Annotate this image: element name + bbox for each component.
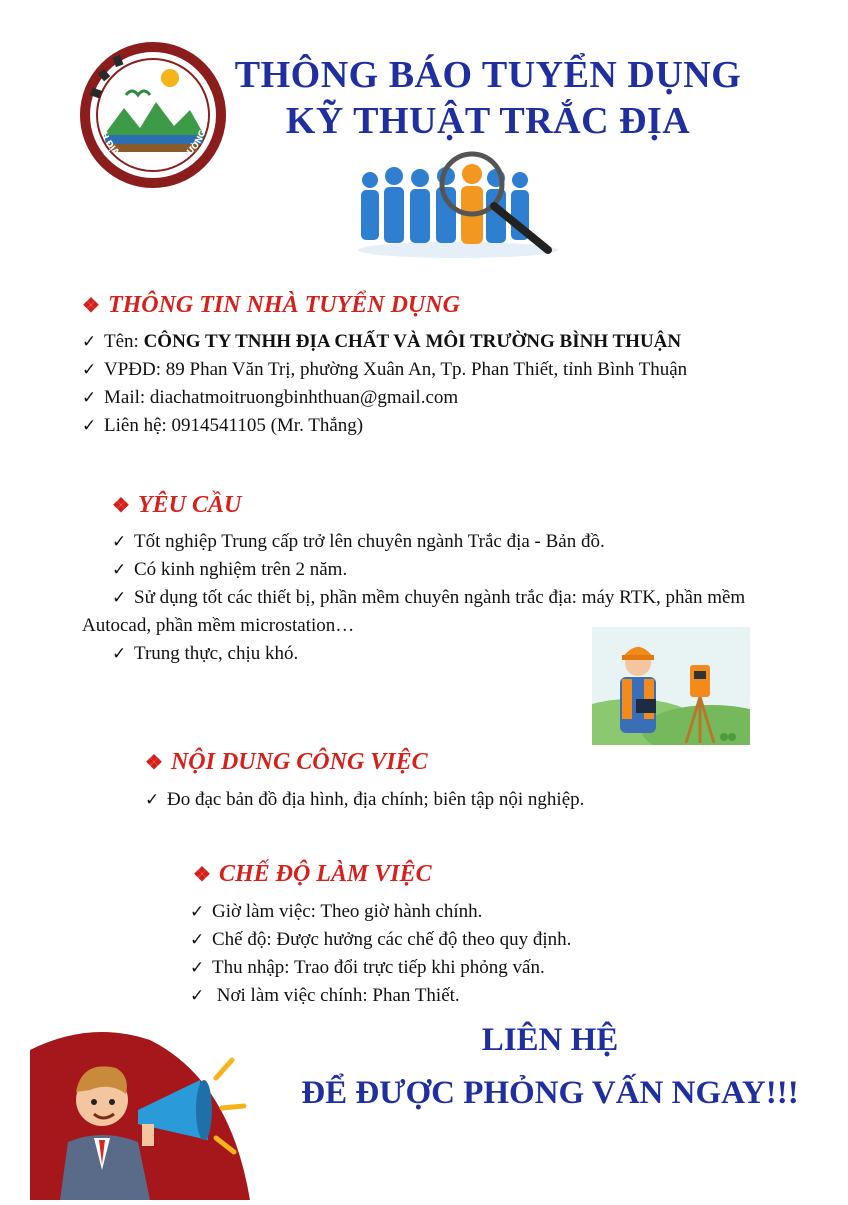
diamond-bullet-icon: ❖ [82,295,100,317]
check-icon: ✓ [190,958,205,977]
check-icon: ✓ [82,332,97,351]
check-icon: ✓ [190,902,205,921]
check-icon: ✓ [82,360,97,379]
surveyor-illustration [592,627,750,745]
list-item: ✓ Có kinh nghiệm trên 2 năm. [82,556,782,584]
logo-ring-text: TNHH ĐỊA CHẤT VÀ MÔI TRƯỜNG BÌN [94,111,212,174]
list-item: ✓ Đo đạc bản đồ địa hình, địa chính; biên tập nội nghiệp. [145,786,584,814]
benefits-list [190,898,571,1010]
diamond-bullet-icon: ❖ [193,864,211,886]
employer-info-list [82,328,687,440]
list-item [82,356,687,384]
list-item: ✓ Tên: CÔNG TY TNHH ĐỊA CHẤT VÀ MÔI TRƯỜNG BÌNH THUẬN [82,328,687,356]
call-to-action [270,1014,830,1120]
check-icon: ✓ [112,532,127,551]
diamond-bullet-icon: ❖ [112,495,130,517]
benefits-section-heading: ❖ CHẾ ĐỘ LÀM VIỆC [193,861,432,887]
employer-contact: Liên hệ: 0914541105 (Mr. Thắng) [104,415,364,436]
requirements-section-heading: ❖ YÊU CẦU [112,492,242,518]
list-item: ✓ Nơi làm việc chính: Phan Thiết. [190,982,571,1010]
list-item [82,384,687,412]
company-name: CÔNG TY TNHH ĐỊA CHẤT VÀ MÔI TRƯỜNG BÌNH THUẬN [143,331,682,352]
list-item-continuation: Autocad, phần mềm microstation… [82,615,355,636]
list-item: ✓ Chế độ: Được hưởng các chế độ theo quy định. [190,926,571,954]
check-icon: ✓ [82,416,97,435]
check-icon: ✓ [112,644,127,663]
list-item: ✓ Giờ làm việc: Theo giờ hành chính. [190,898,571,926]
company-logo [78,40,228,190]
title-line-1: THÔNG BÁO TUYỂN DỤNG [234,54,742,96]
check-icon: ✓ [112,588,127,607]
title-line-2: KỸ THUẬT TRẮC ĐỊA [285,100,691,143]
check-icon: ✓ [145,790,160,809]
list-item: ✓ Trung thực, chịu khó. [82,640,782,668]
check-icon: ✓ [190,930,205,949]
check-icon: ✓ [82,388,97,407]
list-item: ✓ Thu nhập: Trao đổi trực tiếp khi phỏng vấn. [190,954,571,982]
check-icon: ✓ [112,560,127,579]
employer-mail: Mail: diachatmoitruongbinhthuan@gmail.com [104,387,459,408]
diamond-bullet-icon: ❖ [145,752,163,774]
list-item: ✓ Sử dụng tốt các thiết bị, phần mềm chuyên ngành trắc địa: máy RTK, phần mềm [82,584,782,612]
people-magnifier-illustration [348,150,568,260]
employer-section-heading: ❖ THÔNG TIN NHÀ TUYỂN DỤNG [82,292,460,318]
page-title [228,52,748,145]
cta-line-2: ĐỂ ĐƯỢC PHỎNG VẤN NGAY!!! [301,1074,799,1111]
megaphone-man-illustration [30,1020,270,1200]
job-section-heading: ❖ NỘI DUNG CÔNG VIỆC [145,749,428,775]
list-item [82,412,687,440]
check-icon: ✓ [190,986,205,1005]
list-item: ✓ Tốt nghiệp Trung cấp trở lên chuyên ngành Trắc địa - Bản đồ. [82,528,782,556]
job-list [145,786,584,814]
cta-line-1: LIÊN HỆ [481,1022,619,1058]
employer-address: VPĐD: 89 Phan Văn Trị, phường Xuân An, Tp. Phan Thiết, tỉnh Bình Thuận [104,359,688,380]
